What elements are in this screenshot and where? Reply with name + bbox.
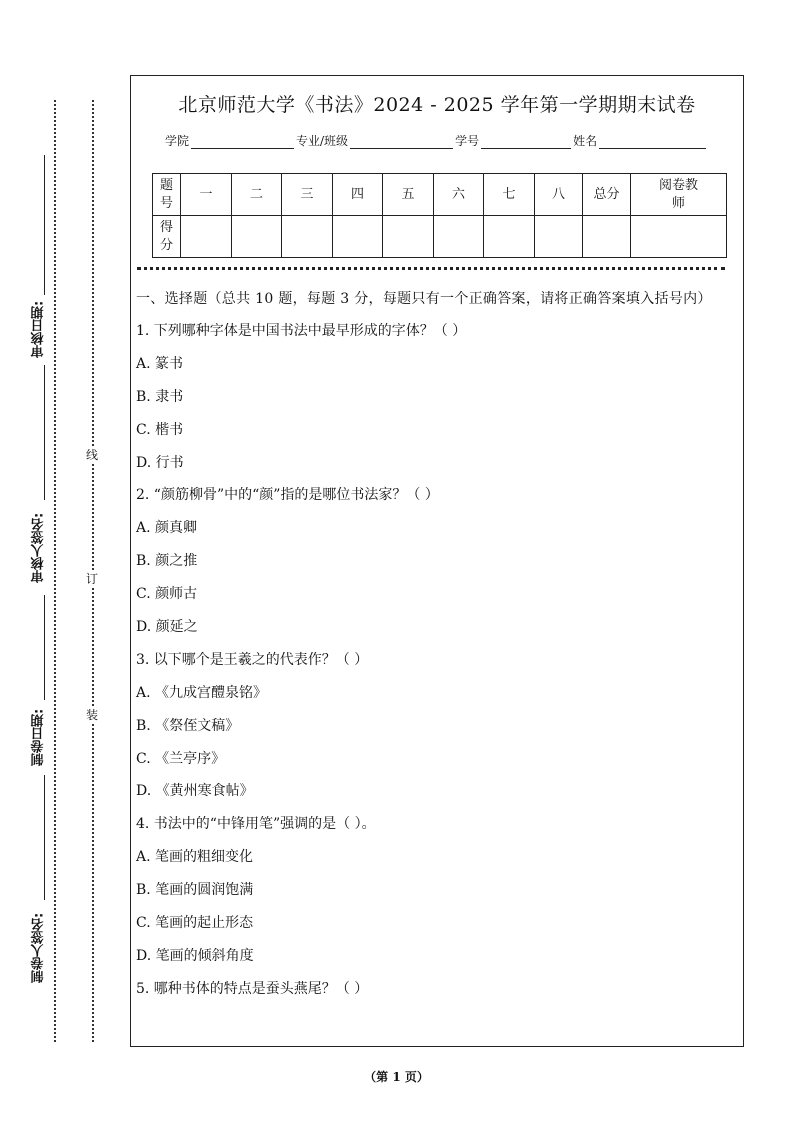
college-field[interactable] — [191, 134, 294, 149]
header-cell: 五 — [383, 174, 434, 216]
option-line: C. 笔画的起止形态 — [136, 915, 254, 932]
paper-maker-signature-line — [44, 775, 45, 900]
score-cell[interactable] — [535, 216, 583, 258]
option-line: A. 篆书 — [136, 355, 184, 372]
name-label: 姓名 — [573, 134, 598, 148]
question-line: 2. “颜筋柳骨”中的“颜”指的是哪位书法家？（ ） — [136, 487, 439, 504]
binding-dotted-line-outer — [54, 100, 56, 1042]
student-id-field[interactable] — [481, 134, 571, 149]
paper-maker-signature-label: 制卷人签名: — [31, 912, 47, 983]
option-line: C. 楷书 — [136, 421, 184, 438]
name-field[interactable] — [599, 134, 706, 149]
question-line: 4. 书法中的“中锋用笔”强调的是（ ）。 — [136, 816, 376, 833]
option-line: D. 《黄州寒食帖》 — [136, 783, 254, 800]
score-table — [152, 173, 727, 258]
question-line: 1. 下列哪种字体是中国书法中最早形成的字体？（ ） — [136, 323, 467, 339]
binding-dotted-line-inner — [92, 100, 94, 1042]
exam-frame — [130, 75, 744, 1047]
score-cell[interactable] — [181, 216, 232, 258]
dotted-separator — [137, 267, 725, 270]
grader-cell[interactable] — [631, 216, 727, 258]
binding-mark-zhuang: 装 — [85, 708, 98, 722]
score-table-header-row — [153, 174, 727, 216]
option-line: D. 行书 — [136, 454, 184, 471]
option-line: B. 笔画的圆润饱满 — [136, 882, 254, 899]
option-line: A. 笔画的粗细变化 — [136, 849, 254, 866]
header-cell: 三 — [282, 174, 333, 216]
exam-title: 北京师范大学《书法》2024 - 2025 学年第一学期期末试卷 — [178, 94, 696, 116]
score-cell[interactable] — [383, 216, 434, 258]
score-cell[interactable] — [232, 216, 282, 258]
header-cell: 六 — [434, 174, 484, 216]
section-heading: 一、选择题（总共 10 题，每题 3 分，每题只有一个正确答案，请将正确答案填入括号内） — [136, 291, 712, 307]
option-line: D. 颜延之 — [136, 619, 198, 636]
grader-header: 阅卷教师 — [631, 174, 727, 216]
binding-mark-ding: 订 — [85, 572, 98, 586]
option-line: C. 颜师古 — [136, 586, 198, 603]
score-cell[interactable] — [333, 216, 383, 258]
student-info-line — [165, 132, 708, 149]
option-line: B. 颜之推 — [136, 553, 198, 570]
header-cell: 四 — [333, 174, 383, 216]
header-cell: 二 — [232, 174, 282, 216]
college-label: 学院 — [165, 134, 190, 148]
question-line: 3. 以下哪个是王羲之的代表作？（ ） — [136, 651, 369, 668]
option-line: B. 隶书 — [136, 388, 184, 405]
option-line: A. 《九成宫醴泉铭》 — [136, 684, 268, 701]
review-date-line — [44, 155, 45, 295]
binding-mark-xian: 线 — [85, 448, 98, 462]
score-cell[interactable] — [282, 216, 333, 258]
total-score-cell[interactable] — [583, 216, 631, 258]
option-line: D. 笔画的倾斜角度 — [136, 947, 254, 964]
option-line: A. 颜真卿 — [136, 520, 198, 537]
page-number: （第 1 页） — [364, 1070, 429, 1084]
option-line: C. 《兰亭序》 — [136, 750, 226, 767]
paper-date-line — [44, 595, 45, 700]
exam-content — [136, 289, 735, 1012]
header-cell: 七 — [484, 174, 535, 216]
major-class-label: 专业/班级 — [296, 134, 349, 148]
question-number-header: 题号 — [153, 174, 181, 216]
header-cell: 八 — [535, 174, 583, 216]
total-score-header: 总分 — [583, 174, 631, 216]
option-line: B. 《祭侄文稿》 — [136, 717, 240, 734]
header-cell: 一 — [181, 174, 232, 216]
score-row-label: 得分 — [153, 216, 181, 258]
reviewer-signature-label: 审核人签名: — [31, 512, 47, 583]
student-id-label: 学号 — [455, 134, 480, 148]
score-table-score-row — [153, 216, 727, 258]
reviewer-signature-line — [44, 365, 45, 500]
question-line: 5. 哪种书体的特点是蚕头燕尾？（ ） — [136, 980, 369, 997]
score-cell[interactable] — [434, 216, 484, 258]
review-date-label: 审核日期: — [31, 300, 47, 358]
paper-date-label: 制卷日期: — [31, 708, 47, 766]
major-class-field[interactable] — [350, 134, 453, 149]
score-cell[interactable] — [484, 216, 535, 258]
